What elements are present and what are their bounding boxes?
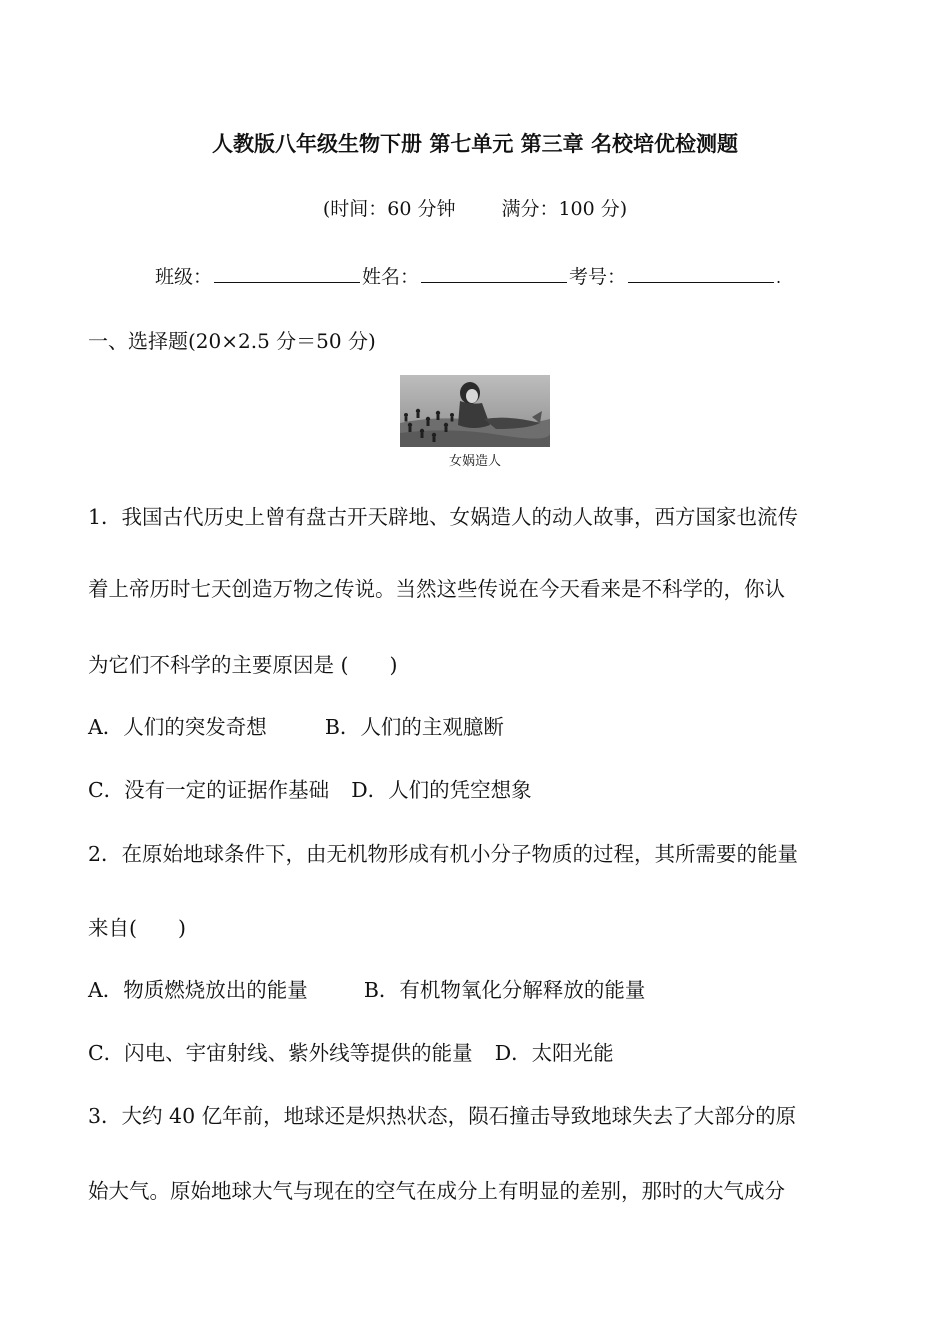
exam-meta [0, 194, 950, 221]
q3-line-2: 始大气。原始地球大气与现在的空气在成分上有明显的差别，那时的大气成分 [88, 1179, 785, 1203]
student-info-row [155, 262, 781, 289]
class-blank[interactable] [214, 264, 360, 283]
class-label: 班级： [155, 266, 213, 288]
q1-option-c[interactable]: C．没有一定的证据作基础 [88, 778, 330, 802]
exam-time: (时间：60 分钟 [322, 198, 456, 220]
q2-options-row-2 [88, 1036, 614, 1066]
q2-option-c[interactable]: C．闪电、宇宙射线、紫外线等提供的能量 [88, 1041, 473, 1065]
q1-option-a[interactable]: A．人们的突发奇想 [88, 715, 267, 739]
q2-option-b[interactable]: B．有机物氧化分解释放的能量 [363, 978, 646, 1002]
name-blank[interactable] [421, 264, 567, 283]
q1-options-row-2 [88, 773, 532, 803]
page-title: 人教版八年级生物下册 第七单元 第三章 名校培优检测题 [212, 132, 738, 156]
exam-score: 满分：100 分) [501, 198, 628, 220]
q2-line-2: 来自( ) [88, 916, 186, 940]
q1-options-row-1 [88, 710, 504, 740]
q3-line-1: 3．大约 40 亿年前，地球还是炽热状态，陨石撞击导致地球失去了大部分的原 [88, 1104, 797, 1128]
id-label: 考号： [569, 266, 627, 288]
q2-options-row-1 [88, 973, 645, 1003]
q1-line-3: 为它们不科学的主要原因是 ( ) [88, 653, 398, 677]
name-label: 姓名： [362, 266, 420, 288]
q1-line-1: 1．我国古代历史上曾有盘古开天辟地、女娲造人的动人故事，西方国家也流传 [88, 505, 799, 529]
q1-option-b[interactable]: B．人们的主观臆断 [324, 715, 504, 739]
nuwa-illustration [400, 375, 550, 447]
id-blank[interactable] [628, 264, 774, 283]
q2-option-a[interactable]: A．物质燃烧放出的能量 [88, 978, 308, 1002]
q1-line-2: 着上帝历时七天创造万物之传说。当然这些传说在今天看来是不科学的，你认 [88, 577, 785, 601]
figure-caption: 女娲造人 [448, 454, 501, 469]
end-dot: . [776, 268, 782, 287]
section-title: 一、选择题(20×2.5 分＝50 分) [88, 329, 376, 353]
q2-line-1: 2．在原始地球条件下，由无机物形成有机小分子物质的过程，其所需要的能量 [88, 842, 799, 866]
q1-option-d[interactable]: D．人们的凭空想象 [351, 778, 532, 802]
q2-option-d[interactable]: D．太阳光能 [494, 1041, 614, 1065]
